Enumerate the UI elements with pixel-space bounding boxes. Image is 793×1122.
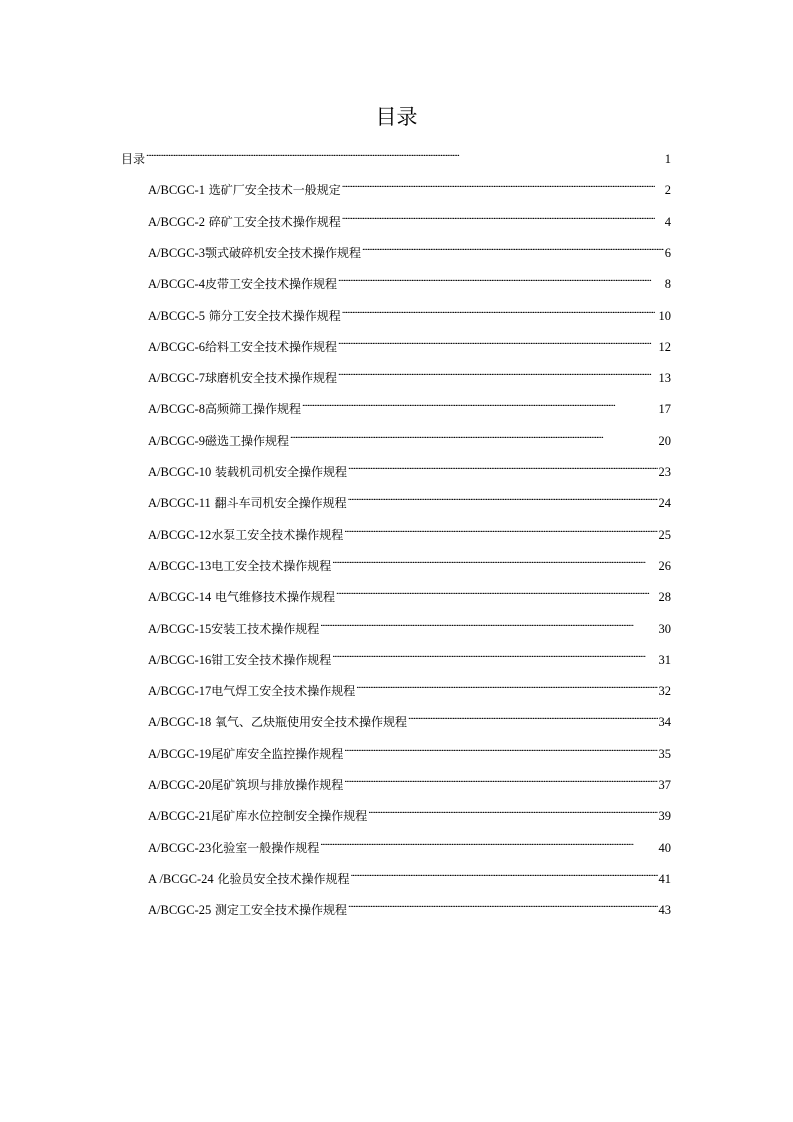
toc-page-number: 37 <box>658 778 671 792</box>
toc-entry[interactable] <box>148 863 671 889</box>
toc-entry-title: 化验室一般操作规程 <box>211 840 320 855</box>
toc-page-number: 34 <box>658 715 671 730</box>
toc-entry-code: A/BCGC-19 <box>148 746 212 761</box>
toc-page-number: 43 <box>658 903 671 918</box>
toc-entry-code: A/BCGC-16 <box>148 652 212 667</box>
toc-entry-code: A/BCGC-18 <box>148 715 212 730</box>
toc-entry[interactable] <box>148 800 671 826</box>
toc-entry-code: A/BCGC-23 <box>148 840 212 855</box>
toc-entry-label <box>148 744 343 764</box>
toc-entry-code: A/BCGC-15 <box>148 621 212 636</box>
toc-entry-title: 筛分工安全技术操作规程 <box>204 308 341 323</box>
toc-entry-code: A/BCGC-11 <box>148 496 211 511</box>
toc-entry-code: A/BCGC-10 <box>148 465 212 479</box>
toc-dot-leader <box>344 769 657 789</box>
toc-entry-code: A/BCGC-6 <box>148 339 205 354</box>
toc-entry-label <box>148 712 407 732</box>
toc-dot-leader <box>342 174 664 194</box>
toc-dot-leader <box>408 706 657 726</box>
toc-page-number: 32 <box>658 684 671 699</box>
toc-dot-leader <box>332 644 657 664</box>
toc-entry-code: A/BCGC-13 <box>148 558 212 573</box>
toc-entry-title: 钳工安全技术操作规程 <box>211 652 332 667</box>
toc-entry[interactable] <box>121 143 671 169</box>
toc-entry-label <box>148 556 331 576</box>
toc-page-number: 2 <box>664 183 671 198</box>
toc-entry-label <box>148 587 335 607</box>
toc-entry-label <box>148 368 337 388</box>
toc-entry-title: 尾矿筑坝与排放操作规程 <box>211 778 344 792</box>
toc-entry-label <box>148 306 341 326</box>
toc-dot-leader <box>368 800 657 820</box>
toc-page-number: 39 <box>658 809 671 824</box>
toc-entry-code: A/BCGC-8 <box>148 402 205 417</box>
toc-entry-title: 电气焊工安全技术操作规程 <box>211 684 356 699</box>
toc-entry-title: 颚式破碎机安全技术操作规程 <box>204 245 361 260</box>
toc-page-number: 35 <box>658 746 671 761</box>
toc-entry-code: A/BCGC-5 <box>148 308 205 323</box>
toc-entry[interactable] <box>148 331 671 357</box>
toc-dot-leader <box>362 237 664 257</box>
toc-entry[interactable] <box>148 237 671 263</box>
toc-page-number: 6 <box>664 245 671 260</box>
toc-entry[interactable] <box>148 581 671 607</box>
toc-entry-title: 测定工安全技术操作规程 <box>211 903 348 918</box>
toc-entry[interactable] <box>148 613 671 639</box>
toc-page-number: 13 <box>658 371 671 386</box>
toc-dot-leader <box>146 143 664 163</box>
toc-entry-title: 给料工安全技术操作规程 <box>204 339 337 354</box>
toc-dot-leader <box>342 300 658 320</box>
toc-entry-title: 水泵工安全技术操作规程 <box>211 527 344 542</box>
toc-entry[interactable] <box>148 550 671 576</box>
toc-entry-label <box>148 462 347 482</box>
toc-dot-leader <box>302 393 658 413</box>
toc-entry-label <box>148 399 301 419</box>
toc-dot-leader <box>336 581 657 601</box>
toc-entry-label <box>148 775 343 795</box>
toc-entry-label <box>148 180 341 200</box>
toc-entry[interactable] <box>148 706 671 732</box>
toc-entry-code: A/BCGC-20 <box>148 778 212 792</box>
toc-entry-label <box>148 493 347 513</box>
toc-entry[interactable] <box>148 738 671 764</box>
toc-page-number: 10 <box>658 308 671 323</box>
toc-entry-title: 安装工技术操作规程 <box>211 621 320 636</box>
toc-entry-title: 磁选工操作规程 <box>204 433 289 448</box>
toc-entry-title: 翻斗车司机安全操作规程 <box>210 496 347 511</box>
toc-entry-code: A/BCGC-9 <box>148 433 205 448</box>
toc-entry[interactable] <box>148 206 671 232</box>
toc-dot-leader <box>332 550 657 570</box>
toc-page-number: 1 <box>664 152 671 166</box>
toc-dot-leader <box>344 738 657 758</box>
toc-entry-title: 尾矿库水位控制安全操作规程 <box>211 809 368 824</box>
toc-entry-label <box>148 525 343 545</box>
toc-entry-code: A /BCGC-24 <box>148 871 214 886</box>
toc-entry-code: A/BCGC-1 <box>148 183 205 198</box>
toc-page-number: 30 <box>658 621 671 636</box>
toc-dot-leader <box>320 832 657 852</box>
page-title: 目录 <box>375 105 418 129</box>
toc-entry[interactable] <box>148 174 671 200</box>
toc-entry-title: 氧气、乙炔瓶使用安全技术操作规程 <box>211 715 408 730</box>
toc-entry[interactable] <box>148 519 671 545</box>
toc-entry-title: 电工安全技术操作规程 <box>211 558 332 573</box>
toc-entry-code: A/BCGC-4 <box>148 277 205 292</box>
toc-entry-code: A/BCGC-14 <box>148 590 212 605</box>
toc-entry[interactable] <box>148 268 671 294</box>
toc-page-number: 26 <box>658 558 671 573</box>
toc-entry-label <box>121 149 145 169</box>
toc-entry-label <box>148 806 367 826</box>
toc-page-number: 20 <box>658 433 671 448</box>
toc-page-number: 28 <box>658 590 671 605</box>
toc-entry-label <box>148 337 337 357</box>
toc-page-number: 40 <box>658 840 671 855</box>
toc-entry-title: 选矿厂安全技术一般规定 <box>204 183 341 198</box>
toc-page-number: 8 <box>664 277 671 292</box>
toc-entry-label <box>148 650 331 670</box>
toc-entry[interactable] <box>148 675 671 701</box>
toc-entry-code: 目录 <box>121 152 146 166</box>
toc-entry-code: A/BCGC-12 <box>148 527 212 542</box>
toc-entry[interactable] <box>148 300 671 326</box>
toc-entry-title: 电气维修技术操作规程 <box>211 590 336 605</box>
toc-page-number: 41 <box>658 871 671 886</box>
toc-entry-label <box>148 681 355 701</box>
toc-entry-label <box>148 619 319 639</box>
toc-entry-label <box>148 869 349 889</box>
toc-entry-title: 碎矿工安全技术操作规程 <box>204 214 341 229</box>
toc-entry-title: 化验员安全技术操作规程 <box>213 871 350 886</box>
toc-dot-leader <box>320 613 657 633</box>
toc-entry[interactable] <box>148 769 671 795</box>
toc-dot-leader <box>350 863 657 883</box>
toc-entry-label <box>148 243 361 263</box>
toc-entry-label <box>148 274 337 294</box>
toc-entry[interactable] <box>148 362 671 388</box>
toc-page-number: 24 <box>658 496 671 511</box>
toc-dot-leader <box>338 362 658 382</box>
toc-page-number: 23 <box>658 465 671 479</box>
toc-entry[interactable] <box>148 894 671 920</box>
toc-dot-leader <box>356 675 657 695</box>
toc-entry-code: A/BCGC-21 <box>148 809 212 824</box>
toc-entry[interactable] <box>148 456 671 482</box>
toc-dot-leader <box>344 519 657 539</box>
toc-entry-title: 球磨机安全技术操作规程 <box>204 371 337 386</box>
toc-entry-label <box>148 900 347 920</box>
toc-entry-title: 尾矿库安全监控操作规程 <box>211 746 344 761</box>
toc-entry-code: A/BCGC-25 <box>148 903 212 918</box>
toc-page-number: 12 <box>658 339 671 354</box>
toc-entry[interactable] <box>148 425 671 451</box>
toc-dot-leader <box>338 331 658 351</box>
toc-dot-leader <box>290 425 658 445</box>
toc-entry[interactable] <box>148 487 671 513</box>
toc-entry-code: A/BCGC-2 <box>148 214 205 229</box>
toc-entry[interactable] <box>148 832 671 858</box>
toc-dot-leader <box>348 487 658 507</box>
toc-entry-title: 皮带工安全技术操作规程 <box>204 277 337 292</box>
toc-dot-leader <box>338 268 664 288</box>
toc-entry-title: 装载机司机安全操作规程 <box>211 465 348 479</box>
toc-page-number: 31 <box>658 652 671 667</box>
toc-dot-leader <box>342 206 664 226</box>
toc-entry[interactable] <box>148 644 671 670</box>
toc-entry-code: A/BCGC-3 <box>148 245 205 260</box>
toc-entry-title: 高频筛工操作规程 <box>204 402 301 417</box>
toc-page-number: 25 <box>658 527 671 542</box>
toc-entry-label <box>148 212 341 232</box>
toc-entry[interactable] <box>148 393 671 419</box>
toc-entry-code: A/BCGC-7 <box>148 371 205 386</box>
toc-dot-leader <box>348 894 657 914</box>
toc-entry-code: A/BCGC-17 <box>148 684 212 699</box>
toc-page-number: 4 <box>664 214 671 229</box>
toc-dot-leader <box>348 456 657 476</box>
toc-entry-label <box>148 838 319 858</box>
toc-page-number: 17 <box>658 402 671 417</box>
toc-entry-label <box>148 431 289 451</box>
